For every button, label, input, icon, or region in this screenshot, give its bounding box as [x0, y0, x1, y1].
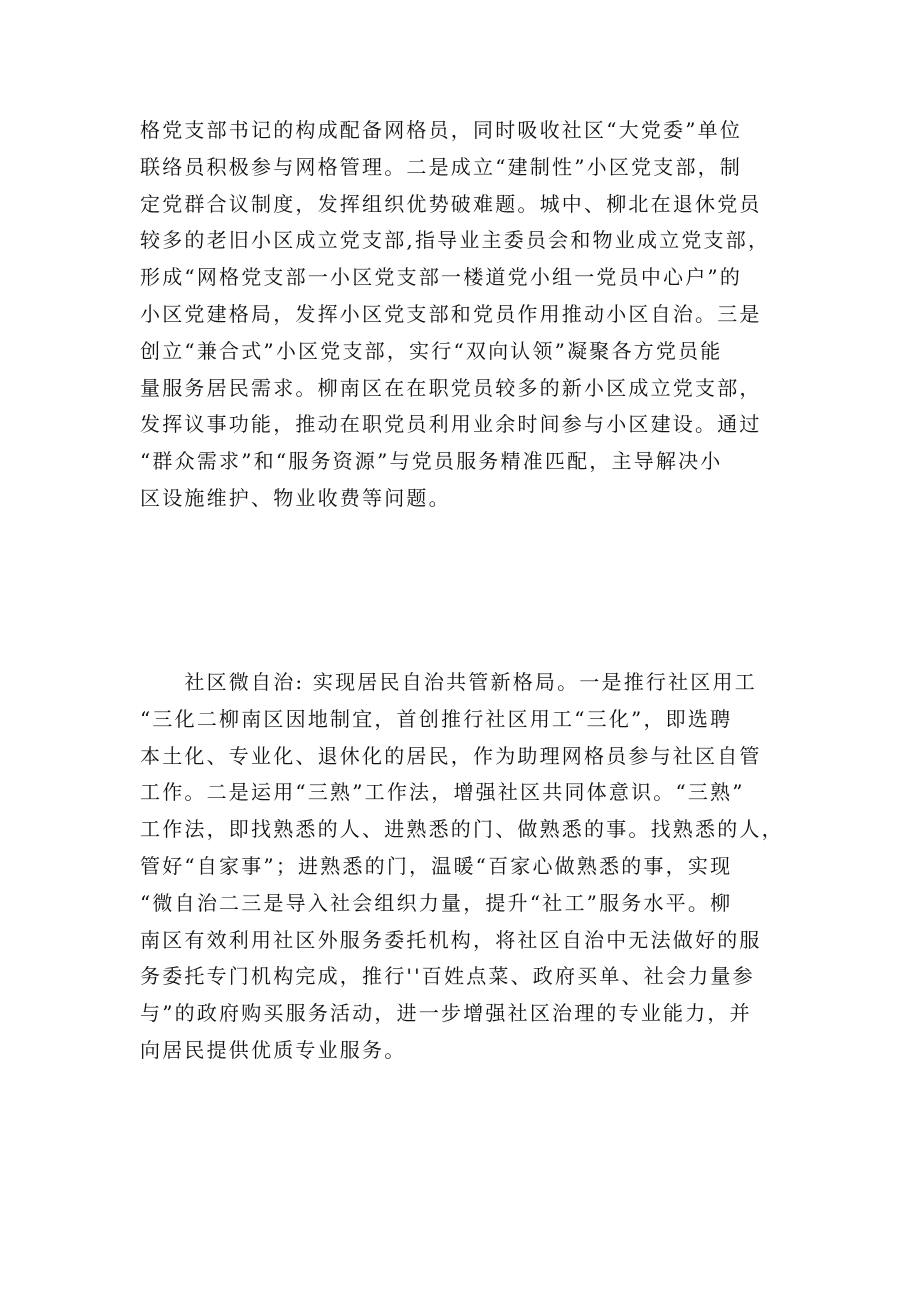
- body-paragraph-1: [140, 112, 790, 517]
- text-line: 格党支部书记的构成配备网格员，同时吸收社区“大党委”单位: [140, 118, 743, 142]
- text-line: “微自治二三是导入社会组织力量，提升“社工”服务水平。柳: [140, 890, 733, 915]
- text-line: 工作法，即找熟悉的人、进熟悉的门、做熟悉的事。找熟悉的人，: [140, 817, 784, 842]
- text-line: 形成“网格党支部一小区党支部一楼道党小组一党员中心户”的: [140, 265, 743, 290]
- text-line: “三化二柳南区因地制宜，首创推行社区用工“三化”，即选聘: [140, 706, 733, 731]
- text-line: 区设施维护、物业收费等问题。: [140, 485, 451, 510]
- text-line: 本土化、专业化、退休化的居民，作为助理网格员参与社区自管: [140, 743, 762, 768]
- text-line: 工作。二是运用“三熟”工作法，增强社区共同体意识。“三熟”: [140, 780, 745, 805]
- text-line: 创立“兼合式”小区党支部，实行“双向认领”凝聚各方党员能: [140, 338, 723, 363]
- text-line: 小区党建格局，发挥小区党支部和党员作用推动小区自治。三是: [140, 301, 762, 326]
- text-line: 管好“自家事”；进熟悉的门，温暖“百家心做熟悉的事，实现: [140, 853, 733, 878]
- text-line: 与”的政府购买服务活动，进一步增强社区治理的专业能力，并: [140, 1001, 752, 1026]
- text-line: 发挥议事功能，推动在职党员利用业余时间参与小区建设。通过: [140, 412, 762, 437]
- text-line: 向居民提供优质专业服务。: [140, 1037, 407, 1062]
- body-paragraph-2: [140, 664, 790, 1069]
- text-line: 定党群合议制度，发挥组织优势破难题。城中、柳北在退休党员: [140, 191, 762, 216]
- text-line: “群众需求”和“服务资源”与党员服务精准匹配，主导解决小: [140, 449, 723, 474]
- text-line: 南区有效利用社区外服务委托机构，将社区自治中无法做好的服: [140, 927, 762, 952]
- text-line: 联络员积极参与网格管理。二是成立“建制性”小区党支部，制: [140, 154, 743, 179]
- text-line: 务委托专门机构完成，推行''百姓点菜、政府买单、社会力量参: [140, 964, 755, 989]
- text-line: 量服务居民需求。柳南区在在职党员较多的新小区成立党支部，: [140, 375, 762, 400]
- text-line: 社区微自治: 实现居民自治共管新格局。一是推行社区用工: [140, 670, 757, 694]
- text-line: 较多的老旧小区成立党支部,指导业主委员会和物业成立党支部，: [140, 228, 771, 253]
